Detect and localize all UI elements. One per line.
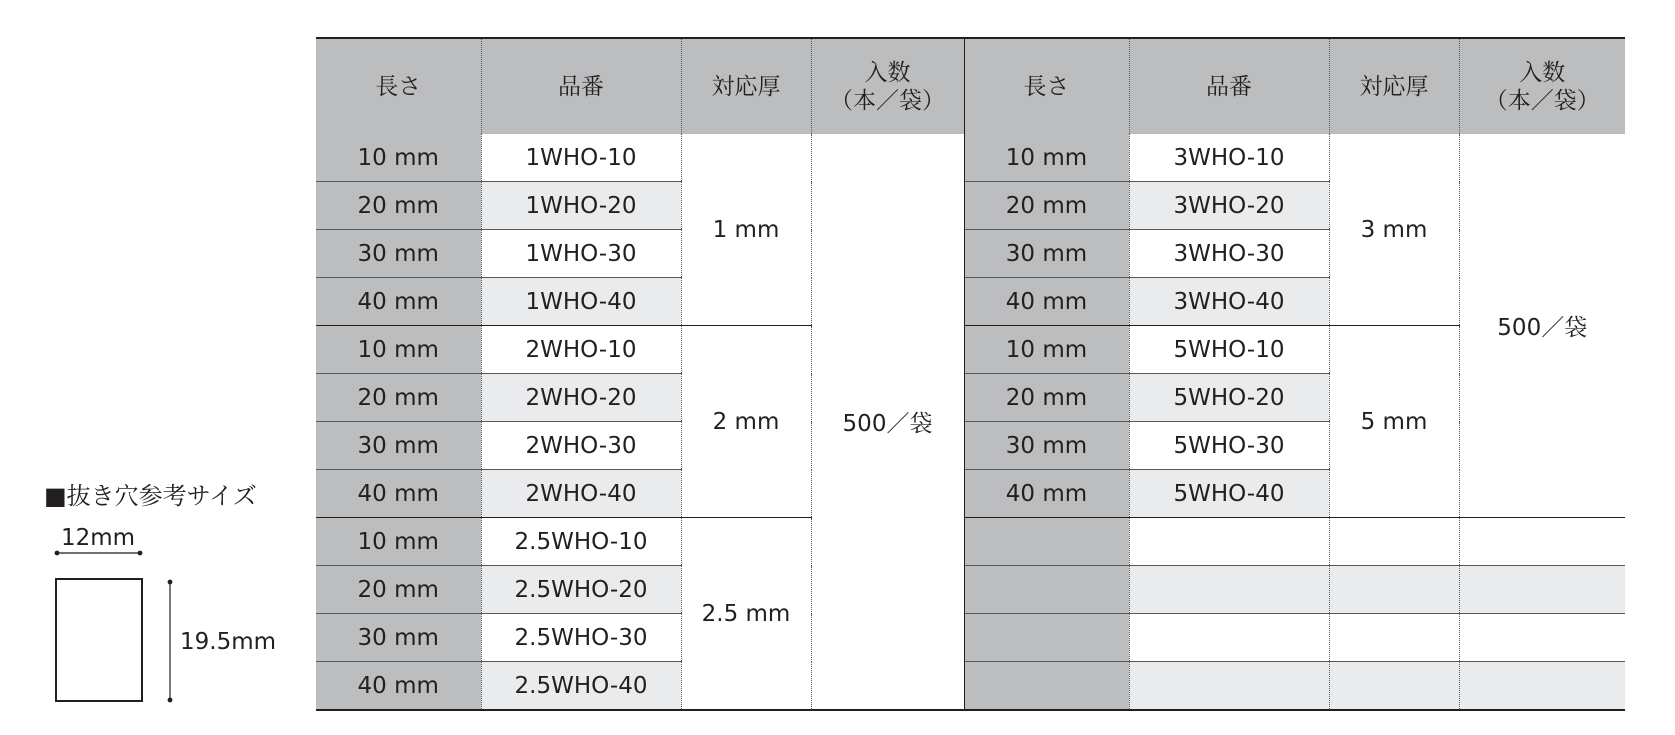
empty-cell (1329, 518, 1459, 566)
part-number-cell: 5WHO-10 (1129, 326, 1329, 374)
length-cell: 20 mm (316, 566, 481, 614)
part-number-cell: 2WHO-30 (481, 422, 681, 470)
header-thickness: 対応厚 (1329, 38, 1459, 134)
header-row (316, 38, 1625, 134)
product-table (316, 37, 1625, 711)
part-number-cell: 3WHO-20 (1129, 182, 1329, 230)
thickness-cell: 2.5 mm (681, 518, 811, 711)
part-number-cell: 1WHO-10 (481, 134, 681, 182)
part-number-cell: 2.5WHO-30 (481, 614, 681, 662)
length-cell: 20 mm (316, 374, 481, 422)
hole-reference-title: ■抜き穴参考サイズ (44, 482, 257, 510)
header-part-number: 品番 (1129, 38, 1329, 134)
width-label: 12mm (60, 525, 136, 551)
header-length: 長さ (964, 38, 1129, 134)
table-row (316, 518, 1625, 566)
table-row (316, 566, 1625, 614)
length-cell: 30 mm (316, 422, 481, 470)
length-cell: 40 mm (964, 278, 1129, 326)
empty-cell (1129, 614, 1329, 662)
hole-size-diagram (0, 0, 300, 735)
empty-cell (1129, 566, 1329, 614)
quantity-cell: 500／袋 (811, 134, 964, 710)
part-number-cell: 3WHO-10 (1129, 134, 1329, 182)
length-cell: 10 mm (316, 326, 481, 374)
empty-cell (964, 662, 1129, 711)
length-cell: 30 mm (316, 614, 481, 662)
part-number-cell: 2WHO-40 (481, 470, 681, 518)
empty-cell (1459, 566, 1625, 614)
thickness-cell: 1 mm (681, 134, 811, 326)
hole-outline (56, 579, 142, 701)
length-cell: 10 mm (964, 326, 1129, 374)
thickness-cell: 5 mm (1329, 326, 1459, 518)
part-number-cell: 3WHO-30 (1129, 230, 1329, 278)
empty-cell (964, 518, 1129, 566)
empty-cell (1329, 662, 1459, 711)
table-row (316, 662, 1625, 711)
width-dimension-line (55, 551, 143, 556)
header-quantity (811, 38, 964, 134)
header-quantity-label: 入数 （本／袋） (830, 59, 945, 114)
part-number-cell: 5WHO-40 (1129, 470, 1329, 518)
part-number-cell: 5WHO-20 (1129, 374, 1329, 422)
header-length: 長さ (316, 38, 481, 134)
empty-cell (1459, 614, 1625, 662)
empty-cell (964, 614, 1129, 662)
header-part-number: 品番 (481, 38, 681, 134)
length-cell: 40 mm (316, 662, 481, 711)
part-number-cell: 2.5WHO-20 (481, 566, 681, 614)
length-cell: 40 mm (316, 470, 481, 518)
length-cell: 40 mm (316, 278, 481, 326)
height-dimension-line (168, 580, 173, 703)
thickness-cell: 2 mm (681, 326, 811, 518)
part-number-cell: 2WHO-20 (481, 374, 681, 422)
part-number-cell: 1WHO-30 (481, 230, 681, 278)
table-row (316, 134, 1625, 182)
table-row (316, 326, 1625, 374)
length-cell: 10 mm (316, 134, 481, 182)
length-cell: 30 mm (964, 422, 1129, 470)
part-number-cell: 1WHO-40 (481, 278, 681, 326)
empty-cell (1129, 518, 1329, 566)
length-cell: 30 mm (964, 230, 1129, 278)
empty-cell (1459, 662, 1625, 711)
empty-cell (1329, 566, 1459, 614)
header-thickness: 対応厚 (681, 38, 811, 134)
empty-cell (1129, 662, 1329, 711)
length-cell: 10 mm (964, 134, 1129, 182)
length-cell: 20 mm (964, 182, 1129, 230)
part-number-cell: 2.5WHO-10 (481, 518, 681, 566)
height-label: 19.5mm (180, 629, 277, 655)
part-number-cell: 2WHO-10 (481, 326, 681, 374)
thickness-cell: 3 mm (1329, 134, 1459, 326)
header-quantity (1459, 38, 1625, 134)
length-cell: 40 mm (964, 470, 1129, 518)
part-number-cell: 2.5WHO-40 (481, 662, 681, 711)
length-cell: 20 mm (316, 182, 481, 230)
header-quantity-label: 入数 （本／袋） (1484, 59, 1600, 114)
part-number-cell: 1WHO-20 (481, 182, 681, 230)
length-cell: 20 mm (964, 374, 1129, 422)
part-number-cell: 3WHO-40 (1129, 278, 1329, 326)
empty-cell (1329, 614, 1459, 662)
part-number-cell: 5WHO-30 (1129, 422, 1329, 470)
empty-cell (964, 566, 1129, 614)
quantity-cell: 500／袋 (1459, 134, 1625, 518)
length-cell: 30 mm (316, 230, 481, 278)
table-row (316, 614, 1625, 662)
empty-cell (1459, 518, 1625, 566)
length-cell: 10 mm (316, 518, 481, 566)
